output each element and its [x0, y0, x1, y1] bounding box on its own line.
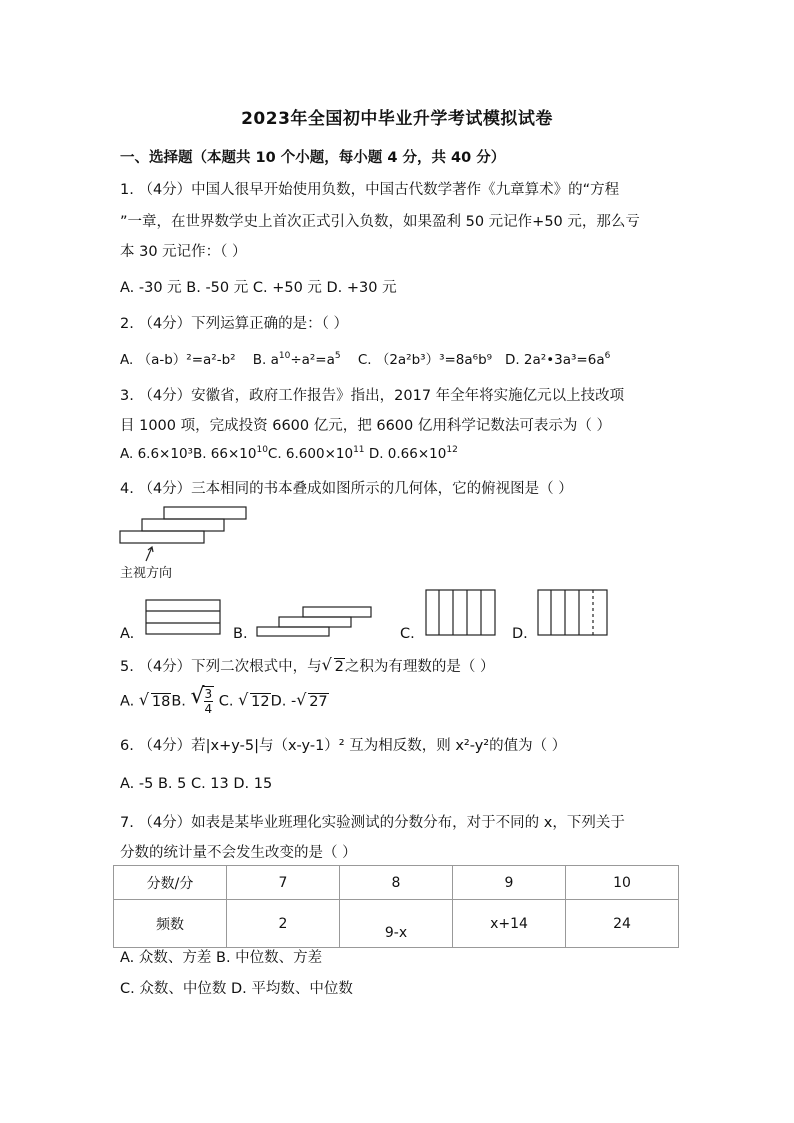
book-middle: [142, 519, 224, 531]
table-cell: 9-x: [340, 900, 453, 948]
q4-figure-caption: 主视方向: [120, 566, 173, 581]
q5-option-a-sqrt: √ 18: [138, 689, 171, 710]
table-cell: 10: [566, 866, 679, 900]
table-cell: 分数/分: [114, 866, 227, 900]
table-cell: 9: [453, 866, 566, 900]
table-cell: 24: [566, 900, 679, 948]
q6-options: A. -5 B. 5 C. 13 D. 15: [120, 776, 273, 792]
q4-option-b-label: B.: [233, 626, 248, 642]
q2-option-d: D. $2a^2•3a^3=6a^6$: [504, 351, 611, 368]
q1-line-1: 1. （4分）中国人很早开始使用负数，中国古代数学著作《九章算术》的“方程: [120, 182, 620, 198]
q2-option-b: B. $a^{10}\div a^2=a^5$: [252, 351, 341, 368]
q4-option-d-label: D.: [512, 626, 528, 642]
score-distribution-table: [113, 865, 679, 948]
q7-options-line-2: C. 众数、中位数 D. 平均数、中位数: [120, 981, 353, 997]
q1-line-3: 本 30 元记作：（ ）: [120, 244, 247, 260]
section-heading: 一、选择题（本题共 10 个小题，每小题 4 分，共 40 分）: [120, 150, 506, 166]
sqrt-2: √ 2: [321, 655, 344, 675]
q2-option-c: C. （2a²b³）³=8a⁶b⁹: [357, 352, 493, 368]
q4-option-a-label: A.: [120, 626, 135, 642]
q4-option-d-figure: [537, 589, 609, 637]
table-header-row: [114, 866, 679, 900]
table-cell: 7: [227, 866, 340, 900]
q4-option-a-figure: [145, 599, 223, 637]
q5-stem: 5. （4分）下列二次根式中，与 √ 2之积为有理数的是（ ）: [120, 655, 495, 675]
table-row: [114, 900, 679, 948]
book-bottom: [120, 531, 204, 543]
q1-line-2: ”一章，在世界数学史上首次正式引入负数，如果盈利 50 元记作+50 元，那么亏: [120, 214, 640, 230]
q4-option-c-figure: [425, 589, 497, 637]
q4-stacked-books-figure: [118, 505, 258, 560]
q5-option-c-sqrt: √ 12: [238, 689, 270, 710]
q2-stem: 2. （4分）下列运算正确的是：（ ）: [120, 316, 349, 332]
q3-options: A. 6.6×10³B. $66\times 10^{10}C$. $6.600\times 10^{11}$ D. $0.66\times 10^{12}$: [120, 445, 458, 462]
table-cell: 2: [227, 900, 340, 948]
book-top: [164, 507, 246, 519]
q3-line-2: 目 1000 项，完成投资 6600 亿元，把 6600 亿用科学记数法可表示为（ ）: [120, 418, 611, 434]
q3-line-1: 3. （4分）安徽省，政府工作报告》指出，2017 年全年将实施亿元以上技改项: [120, 388, 625, 404]
table-cell: 8: [340, 866, 453, 900]
q2-options: [120, 348, 610, 368]
table-cell: x+14: [453, 900, 566, 948]
q4-option-c-label: C.: [400, 626, 415, 642]
q7-options-line-1: A. 众数、方差 B. 中位数、方差: [120, 950, 323, 966]
q6-stem: 6. （4分）若|x+y-5|与（x-y-1）² 互为相反数，则 x²-y²的值为（ ）: [120, 738, 567, 754]
q7-line-2: 分数的统计量不会发生改变的是（ ）: [120, 845, 357, 861]
q4-option-b-figure: [255, 605, 375, 637]
q1-options: A. -30 元 B. -50 元 C. +50 元 D. +30 元: [120, 280, 397, 296]
q4-stem: 4. （4分）三本相同的书本叠成如图所示的几何体，它的俯视图是（ ）: [120, 481, 573, 497]
q2-option-a: A. （a-b）²=a²-b²: [120, 352, 236, 368]
q5-option-d-sqrt: √ 27: [296, 689, 328, 710]
q5-option-b-sqrt: √ $\frac{3}{4}$: [190, 684, 213, 716]
document-title: 2023年全国初中毕业升学考试模拟试卷: [241, 109, 553, 129]
table-cell: 频数: [114, 900, 227, 948]
q5-options: A. √ 18B. √ $\frac{3}{4}$ C. √ 12D. - √ 27: [120, 684, 328, 716]
q7-line-1: 7. （4分）如表是某毕业班理化实验测试的分数分布，对于不同的 x，下列关于: [120, 815, 625, 831]
